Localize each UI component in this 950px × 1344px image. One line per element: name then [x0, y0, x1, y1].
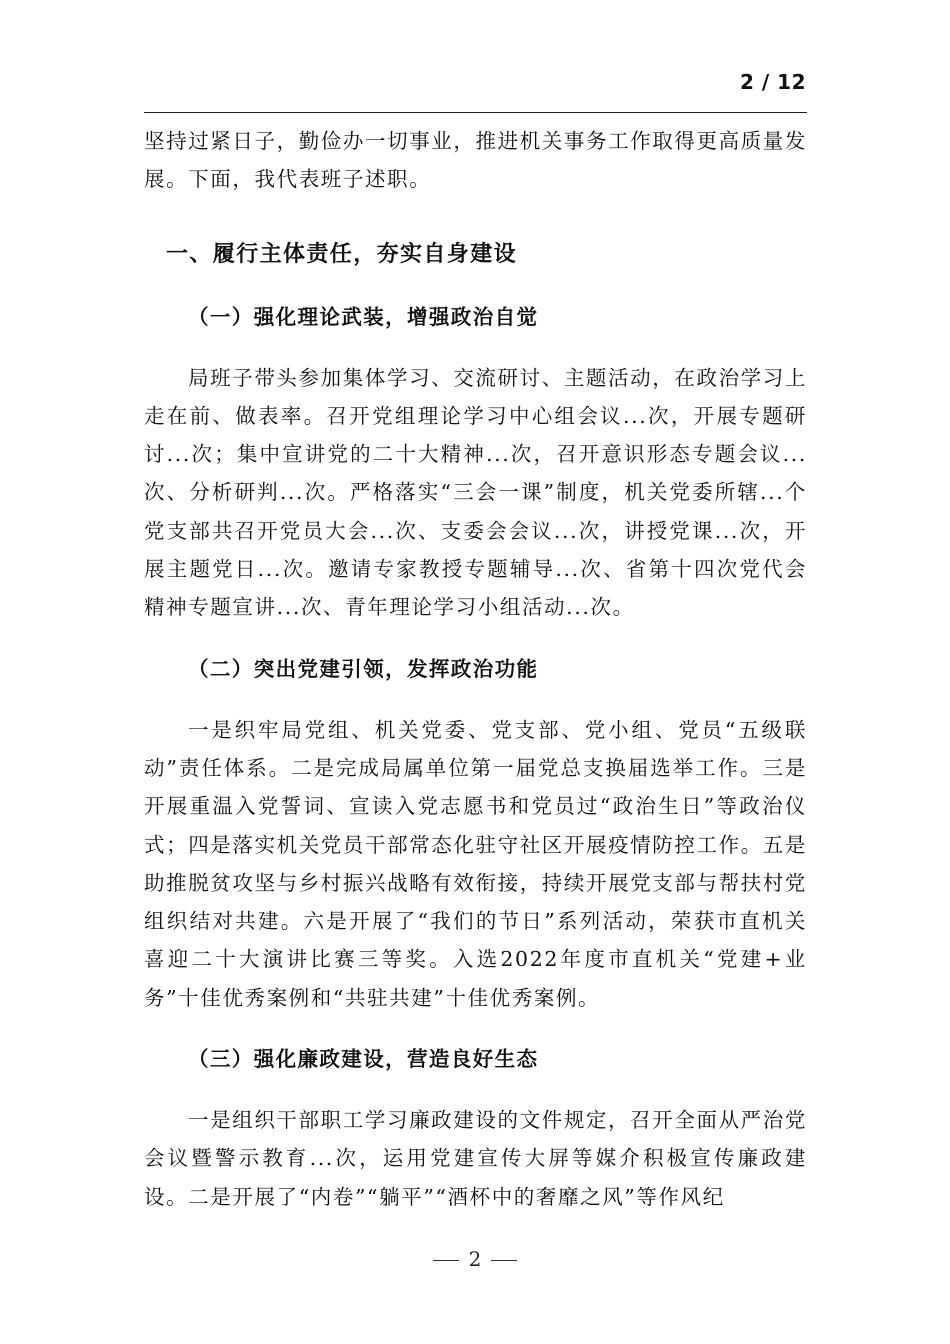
footer-page-number — [0, 1247, 950, 1271]
section-heading-1: 一、履行主体责任，夯实自身建设 — [166, 241, 518, 267]
footer-dash-right — [491, 1260, 517, 1261]
footer-dash-left — [433, 1260, 459, 1261]
subsection-heading-1: （一）强化理论武装，增强政治自觉 — [188, 304, 539, 329]
subsection-3-paragraph: 一是组织干部职工学习廉政建设的文件规定，召开全面从严治党会议暨警示教育...次，运用党建宣传大屏等媒介积极宣传廉政建设。二是开展了“内卷”“躺平”“酒杯中的奢靡之风”等作风纪 — [144, 1108, 807, 1209]
subsection-2-paragraph: 一是织牢局党组、机关党委、党支部、党小组、党员“五级联动”责任体系。二是完成局属单位第一届党总支换届选举工作。三是开展重温入党誓词、宣读入党志愿书和党员过“政治生日”等政治仪式；四是落实机关党员干部常态化驻守社区开展疫情防控工作。五是助推脱贫攻坚与乡村振兴战略有效衔接，持续开展党支部与帮扶村党组织结对共建。六是开展了“我们的节日”系列活动，荣获市直机关喜迎二十大演讲比赛三等奖。入选2022年度市直机关“党建+业务”十佳优秀案例和“共驻共建”十佳优秀案例。 — [144, 717, 807, 1010]
document-body — [144, 122, 807, 1216]
subsection-1-paragraph: 局班子带头参加集体学习、交流研讨、主题活动，在政治学习上走在前、做表率。召开党组理论学习中心组会议...次，开展专题研讨...次；集中宣讲党的二十大精神...次，召开意识形态专题会议...次、分析研判...次。严格落实“三会一课”制度，机关党委所辖...个党支部共召开党员大会...次、支委会会议...次，讲授党课...次，开展主题党日...次。邀请专家教授专题辅导...次、省第十四次党代会精神专题宣讲...次、青年理论学习小组活动...次。 — [144, 365, 807, 620]
header-divider — [144, 112, 807, 113]
subsection-heading-2: （二）突出党建引领，发挥政治功能 — [188, 656, 539, 681]
subsection-heading-3: （三）强化廉政建设，营造良好生态 — [188, 1047, 539, 1072]
page-counter: 2 / 12 — [740, 70, 806, 94]
footer-page-value: 2 — [468, 1247, 482, 1271]
intro-paragraph: 坚持过紧日子，勤俭办一切事业，推进机关事务工作取得更高质量发展。下面，我代表班子述职。 — [144, 129, 807, 192]
